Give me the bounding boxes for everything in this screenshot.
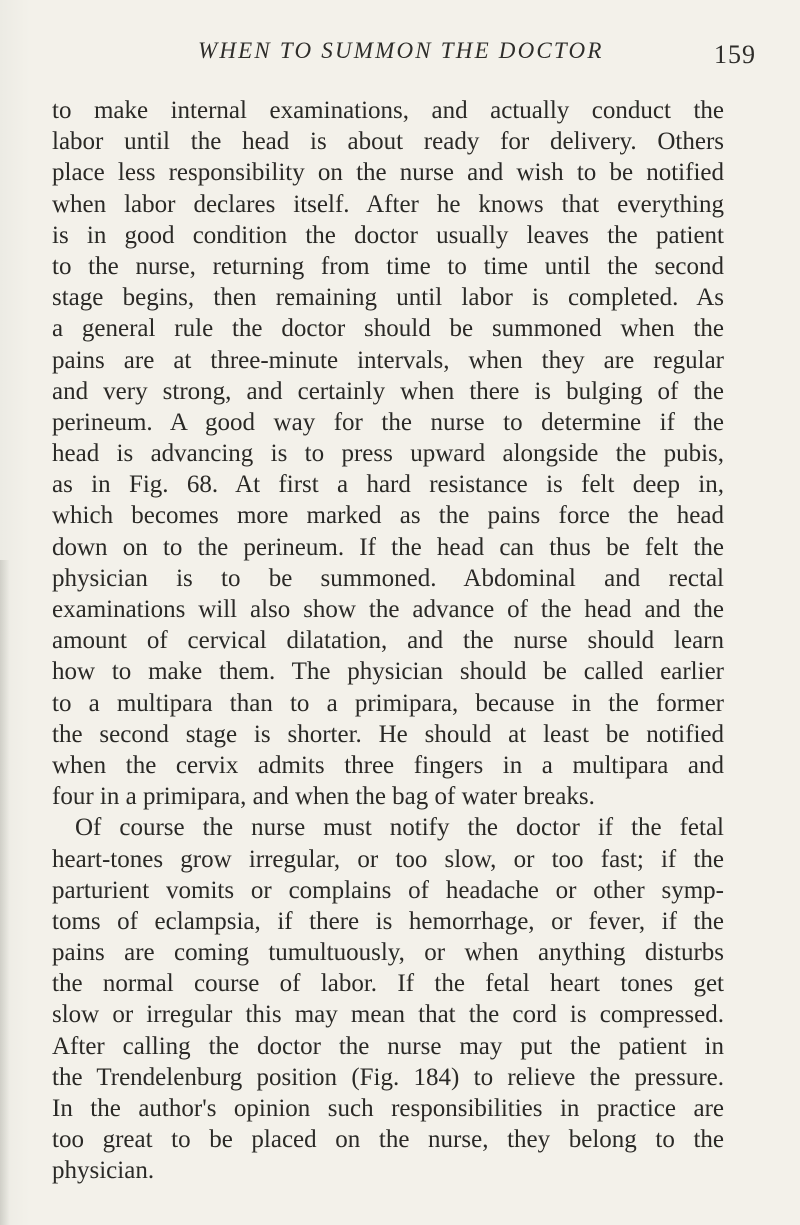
- text-line: head is advancing is to press upward alongside the pubis,: [52, 440, 724, 468]
- text-line: In the author's opinion such responsibilities in practice are: [52, 1095, 724, 1122]
- text-line: how to make them. The physician should be called earlier: [52, 658, 724, 686]
- text-line: when labor declares itself. After he knows that everything: [52, 190, 724, 218]
- text-line: too great to be placed on the nurse, they belong to the: [52, 1126, 724, 1154]
- text-line: the Trendelenburg position (Fig. 184) to relieve the pressure.: [52, 1063, 724, 1091]
- paragraph: [52, 812, 724, 1186]
- text-line: After calling the doctor the nurse may put the patient in: [52, 1032, 724, 1060]
- text-line: examinations will also show the advance of the head and the: [52, 596, 724, 623]
- text-line: toms of eclampsia, if there is hemorrhage, or fever, if the: [52, 907, 724, 935]
- text-line: pains are coming tumultuously, or when anything disturbs: [52, 939, 724, 967]
- text-line: labor until the head is about ready for delivery. Others: [52, 128, 724, 156]
- text-line: the normal course of labor. If the fetal heart tones get: [52, 970, 724, 998]
- text-line: place less responsibility on the nurse and wish to be notified: [52, 159, 724, 187]
- text-line: and very strong, and certainly when there is bulging of the: [52, 377, 724, 405]
- text-line: is in good condition the doctor usually leaves the patient: [52, 221, 724, 249]
- text-line: when the cervix admits three fingers in a multipara and: [52, 751, 724, 779]
- text-line: to the nurse, returning from time to time until the second: [52, 252, 724, 280]
- text-line: slow or irregular this may mean that the cord is compressed.: [52, 1001, 724, 1029]
- text-line: four in a primipara, and when the bag of water breaks.: [52, 783, 595, 811]
- page-gutter-shadow: [0, 560, 10, 1225]
- text-line: physician.: [52, 1157, 155, 1185]
- text-line: stage begins, then remaining until labor is completed. As: [52, 284, 724, 312]
- text-line: perineum. A good way for the nurse to determine if the: [52, 408, 724, 436]
- text-line: a general rule the doctor should be summoned when the: [52, 315, 724, 343]
- paragraph: [52, 95, 724, 812]
- text-line: to make internal examinations, and actually conduct the: [52, 97, 724, 124]
- text-line: Of course the nurse must notify the doctor if the fetal: [75, 814, 724, 842]
- text-line: amount of cervical dilatation, and the nurse should learn: [52, 627, 724, 655]
- running-head: WHEN TO SUMMON THE DOCTOR: [198, 38, 604, 63]
- body-text: [52, 95, 724, 1187]
- page-number: 159: [714, 40, 756, 69]
- text-line: which becomes more marked as the pains force the head: [52, 502, 724, 530]
- text-line: pains are at three-minute intervals, when they are regular: [52, 346, 724, 374]
- text-line: to a multipara than to a primipara, because in the former: [52, 689, 724, 717]
- text-line: as in Fig. 68. At first a hard resistance is felt deep in,: [52, 471, 724, 499]
- text-line: heart-tones grow irregular, or too slow, or too fast; if the: [52, 845, 724, 873]
- text-line: physician is to be summoned. Abdominal and rectal: [52, 564, 724, 592]
- text-line: the second stage is shorter. He should at least be notified: [52, 720, 724, 748]
- text-line: down on to the perineum. If the head can thus be felt the: [52, 533, 724, 561]
- text-line: parturient vomits or complains of headache or other symp-: [52, 876, 724, 904]
